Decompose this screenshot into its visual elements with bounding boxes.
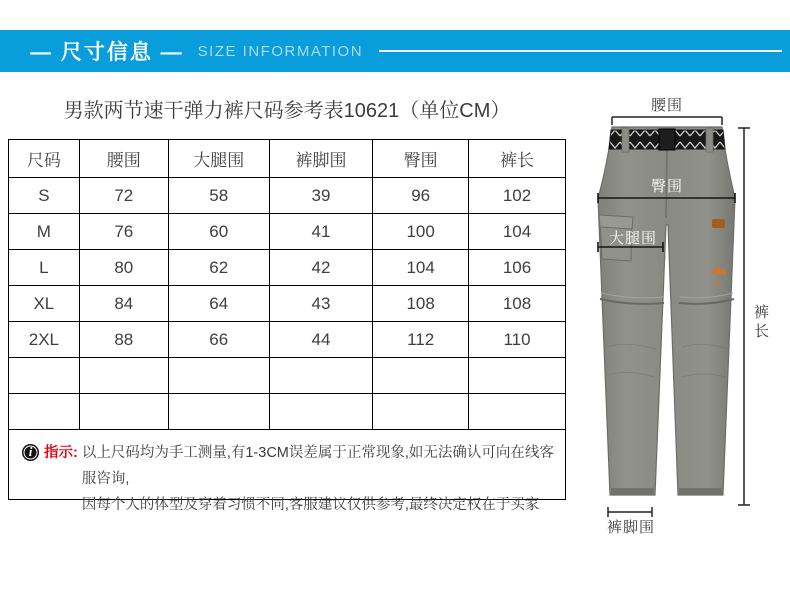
length-measure-line (738, 128, 750, 505)
table-row (9, 322, 566, 358)
empty-table-row (9, 394, 566, 430)
table-cell: S (9, 178, 80, 214)
table-row (9, 250, 566, 286)
table-cell: 108 (469, 286, 566, 322)
section-banner (0, 30, 790, 72)
table-cell (168, 358, 269, 394)
table-cell: 88 (79, 322, 168, 358)
table-cell (269, 394, 373, 430)
table-cell: 112 (373, 322, 469, 358)
note-head (22, 440, 82, 499)
table-cell: 39 (269, 178, 373, 214)
table-cell: 106 (469, 250, 566, 286)
belt-buckle (659, 129, 675, 150)
hip-label: 臀围 (650, 178, 683, 195)
column-header: 大腿围 (168, 140, 269, 178)
table-cell (9, 358, 80, 394)
pants-measurement-figure (570, 85, 790, 565)
column-header: 腰围 (79, 140, 168, 178)
table-cell: 102 (469, 178, 566, 214)
table-cell: 64 (168, 286, 269, 322)
thigh-label: 大腿围 (608, 230, 657, 247)
table-cell (79, 394, 168, 430)
size-table-body (9, 178, 566, 430)
table-cell: 60 (168, 214, 269, 250)
table-cell (269, 358, 373, 394)
note-line-1: 以上尺码均为手工测量,有1-3CM误差属于正常现象,如无法确认可向在线客服咨询, (81, 445, 554, 487)
table-cell: 104 (469, 214, 566, 250)
banner-rule-line (379, 50, 782, 52)
waist-measure-line (612, 117, 722, 125)
table-row (9, 178, 566, 214)
table-cell (373, 358, 469, 394)
length-label: 裤长 (752, 304, 769, 342)
table-cell (168, 394, 269, 430)
waist-label: 腰围 (650, 97, 683, 114)
table-cell: L (9, 250, 80, 286)
table-cell (79, 358, 168, 394)
table-cell: 80 (79, 250, 168, 286)
table-cell: 42 (269, 250, 373, 286)
table-row (9, 214, 566, 250)
table-cell: 66 (168, 322, 269, 358)
table-cell: XL (9, 286, 80, 322)
table-cell (373, 394, 469, 430)
page-title: 男款两节速干弹力裤尺码参考表10621（单位CM） (63, 100, 511, 122)
table-cell: 76 (79, 214, 168, 250)
table-cell: 44 (269, 322, 373, 358)
table-cell: 96 (373, 178, 469, 214)
table-row (9, 286, 566, 322)
table-cell: 41 (269, 214, 373, 250)
table-cell: 100 (373, 214, 469, 250)
column-header: 尺码 (9, 140, 80, 178)
column-header: 臀围 (373, 140, 469, 178)
note-line-2: 因每个人的体型及穿着习惯不同,客服建议仅供参考,最终决定权在于买家 (81, 497, 540, 513)
table-cell: 84 (79, 286, 168, 322)
table-cell: 72 (79, 178, 168, 214)
size-table (8, 139, 566, 430)
banner-title-en: SIZE INFORMATION (197, 42, 364, 60)
note-text (81, 440, 555, 513)
banner-title-cn: — 尺寸信息 — (30, 41, 184, 64)
table-cell: 2XL (9, 322, 80, 358)
table-cell: 104 (373, 250, 469, 286)
column-header: 裤长 (469, 140, 566, 178)
empty-table-row (9, 358, 566, 394)
pocket-zip-detail (712, 219, 725, 228)
column-header: 裤脚围 (269, 140, 373, 178)
table-cell: 43 (269, 286, 373, 322)
hem-label: 裤脚围 (606, 519, 655, 536)
table-cell: 108 (373, 286, 469, 322)
table-cell: 62 (168, 250, 269, 286)
table-cell (469, 394, 566, 430)
size-table-header-row (9, 140, 566, 178)
table-cell: 58 (168, 178, 269, 214)
note-box (8, 429, 566, 513)
table-cell (469, 358, 566, 394)
table-cell: 110 (469, 322, 566, 358)
size-table-wrap (8, 139, 566, 430)
note-label: 指示: (44, 445, 78, 461)
info-icon: i (22, 444, 39, 461)
table-cell (9, 394, 80, 430)
table-cell: M (9, 214, 80, 250)
